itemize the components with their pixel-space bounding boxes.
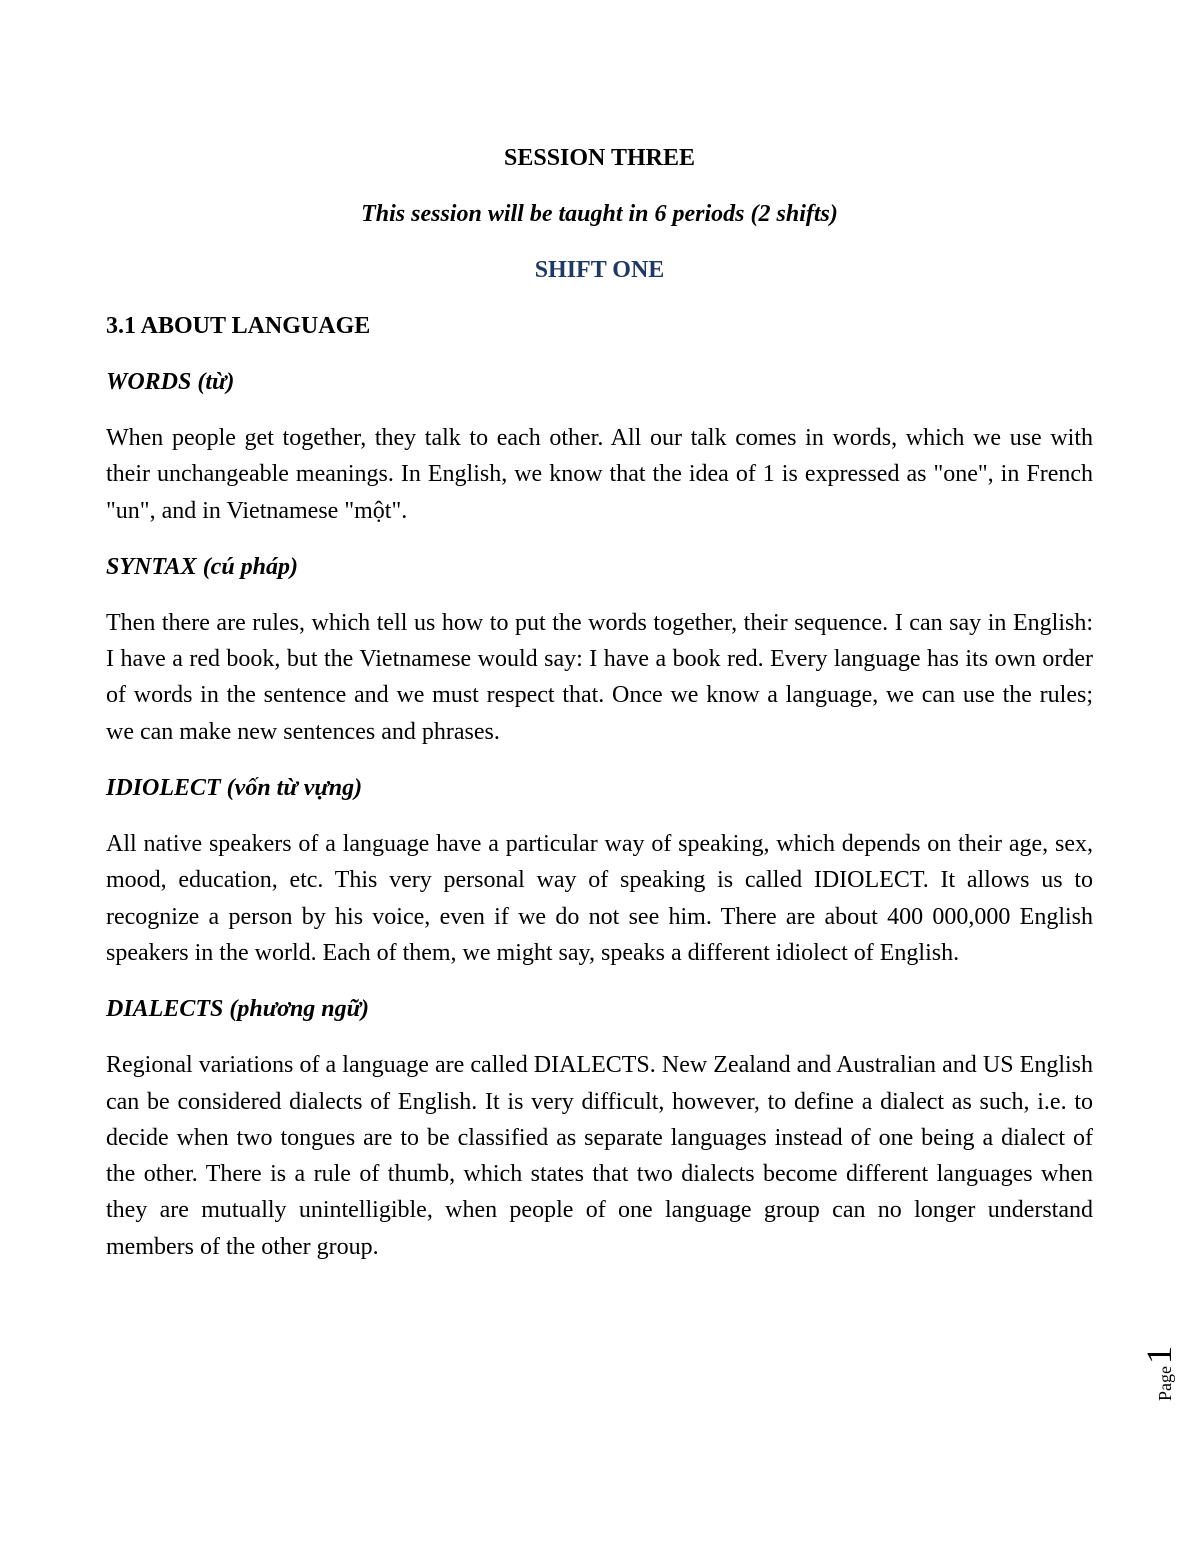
session-title: SESSION THREE <box>504 145 695 171</box>
dialects-paragraph: Regional variations of a language are called DIALECTS. New Zealand and Australian and US English can be considered dialects of English. It is very difficult, however, to define a dialect as such, i.e. to decide when two tongues are to be classified as separate languages instead of one being a dialect of the other. There is a rule of thumb, which states that two dialects become different languages when they are mutually unintelligible, when people of one language group can no longer understand members of the other group. <box>106 1052 1093 1260</box>
page-number-rotated <box>1138 1346 1180 1401</box>
dialects-heading: DIALECTS (phương ngữ) <box>106 996 370 1023</box>
words-paragraph: When people get together, they talk to each other. All our talk comes in words, which we use with their unchangeable meanings. In English, we know that the idea of 1 is expressed as "one", in French "un", and in Vietnamese "một". <box>106 425 1093 524</box>
idiolect-heading: IDIOLECT (vốn từ vựng) <box>106 775 363 802</box>
words-heading: WORDS (từ) <box>106 369 235 395</box>
page-word: Page <box>1155 1366 1175 1401</box>
page-number: 1 <box>1139 1346 1179 1364</box>
syntax-heading: SYNTAX (cú pháp) <box>106 553 299 580</box>
page-number-label <box>1130 1325 1179 1405</box>
idiolect-paragraph: All native speakers of a language have a particular way of speaking, which depends on their age, sex, mood, education, etc. This very personal way of speaking is called IDIOLECT. It allows us to recognize a person by his voice, even if we do not see him. There are about 400 000,000 English speakers in the world. Each of them, we might say, speaks a different idiolect of English. <box>106 831 1093 966</box>
session-subtitle: This session will be taught in 6 periods (2 shifts) <box>361 201 838 227</box>
shift-title: SHIFT ONE <box>534 257 665 283</box>
page-content <box>106 140 1093 1285</box>
syntax-paragraph: Then there are rules, which tell us how to put the words together, their sequence. I can say in English: I have a red book, but the Vietnamese would say: I have a book red. Every language has its own order of words in the sentence and we must respect that. Once we know a language, we can use the rules; we can make new sentences and phrases. <box>106 609 1093 745</box>
section-heading: 3.1 ABOUT LANGUAGE <box>106 313 371 339</box>
